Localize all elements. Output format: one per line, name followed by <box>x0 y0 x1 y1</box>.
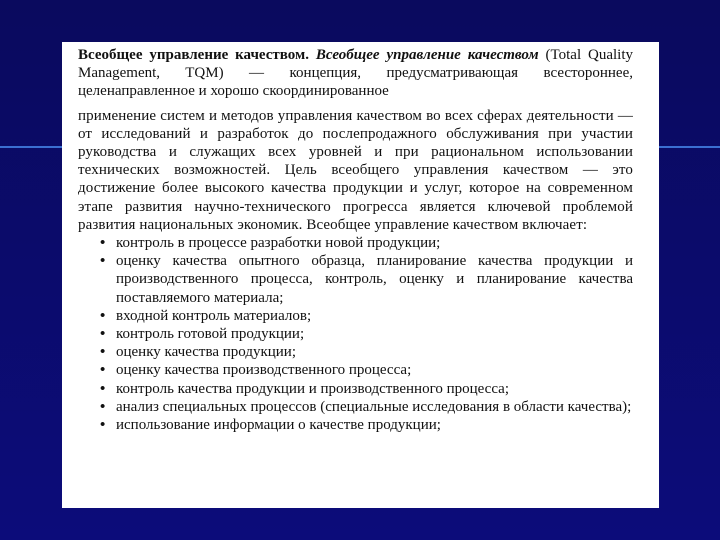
intro-paragraph <box>78 46 633 101</box>
intro-text: (Total Quality Management, TQM) — концепция, предусматривающая всестороннее, целенаправленное и хорошо скоординированное <box>78 47 633 100</box>
term-title-italic: Всеобщее управление качеством <box>315 47 539 63</box>
right-accent-line <box>658 146 720 148</box>
left-accent-line <box>0 146 62 148</box>
body-paragraph: применение систем и методов управления качеством во всех сферах деятельности — от исследований и разработок до послепродажного обслуживания при участии руководства и служащих всех уровней и при рациональном использовании технических возможностей. Цель всеобщего управления качеством — это достижение более высокого качества продукции и услуг, которое на современном этапе развития научно-технического прогресса является ключевой проблемой развития национальных экономик. Всеобщее управление качеством включает: <box>78 107 633 233</box>
term-title: Всеобщее управление качеством. <box>78 47 309 63</box>
bullet-icon: • <box>100 307 106 324</box>
included-items-list <box>78 234 633 434</box>
list-item: • контроль качества продукции и производственного процесса; <box>100 380 510 397</box>
list-item: • использование информации о качестве продукции; <box>100 417 441 434</box>
list-item: • оценку качества продукции; <box>100 344 296 361</box>
list-item: • контроль готовой продукции; <box>100 326 305 343</box>
bullet-icon: • <box>100 398 106 415</box>
bullet-icon: • <box>100 417 106 434</box>
bullet-icon: • <box>100 380 106 397</box>
list-item: • контроль в процессе разработки новой продукции; <box>100 235 441 252</box>
list-item: • анализ специальных процессов (специальные исследования в области качества); <box>100 398 632 415</box>
scanned-page <box>62 42 659 508</box>
bullet-icon: • <box>100 235 106 252</box>
bullet-icon: • <box>100 362 106 379</box>
bullet-icon: • <box>100 344 106 361</box>
bullet-icon: • <box>100 326 106 343</box>
list-item: • оценку качества опытного образца, планирование качества продукции и производственного процесса, контроль, оценку и планирование качества поставляемого материала; <box>100 253 633 306</box>
list-item: • входной контроль материалов; <box>100 307 312 324</box>
bullet-icon: • <box>100 253 106 270</box>
list-item: • оценку качества производственного процесса; <box>100 362 412 379</box>
